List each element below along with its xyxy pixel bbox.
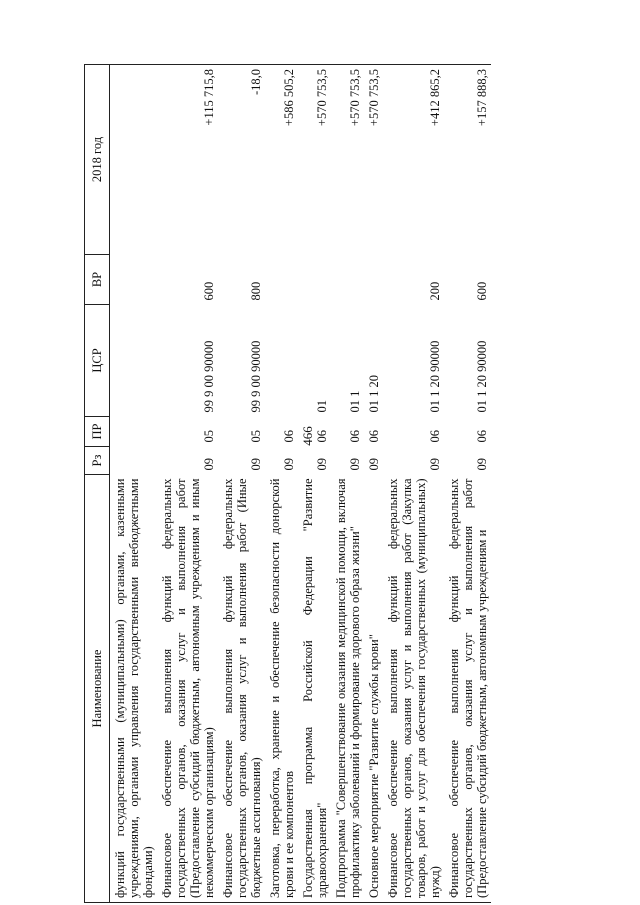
cell-name: функций государственными (муниципальными) органами, казенными учреждениями, органами управления государственными внебюджетными фондами)	[110, 475, 158, 903]
cell-csr: 01 1	[348, 390, 362, 413]
cell-vr: 800	[249, 281, 263, 301]
table-row	[218, 65, 265, 903]
table-row	[157, 65, 218, 903]
cell-rz: 09	[367, 458, 381, 471]
table-row	[364, 65, 383, 903]
cell-rz	[110, 447, 158, 475]
cell-name: Государственная программа Российской Федерации "Развитие здравоохранения"	[298, 475, 331, 903]
cell-csr	[265, 305, 298, 417]
cell-name: Финансовое обеспечение выполнения функций федеральных государственных органов, оказания услуг и выполнения работ (Предоставление субсидий бюджетным, автономным учреждениям и	[444, 475, 491, 903]
table-row	[444, 65, 491, 903]
cell-vr: 600	[475, 281, 489, 301]
cell-name: Финансовое обеспечение выполнения функций федеральных государственных органов, оказания услуг и выполнения работ (Предоставление субсидий бюджетным, автономным учреждениям и иным некоммерческим организациям)	[157, 475, 218, 903]
cell-rz: 09	[475, 458, 489, 471]
cell-vr: 600	[202, 281, 216, 301]
cell-amount	[110, 65, 158, 255]
cell-amount: +586 505,2	[265, 65, 298, 255]
cell-rz: 09	[202, 458, 216, 471]
header-year: 2018 год	[85, 65, 110, 255]
cell-name: Подпрограмма "Совершенствование оказания медицинской помощи, включая профилактику заболеваний и формирование здорового образа жизни"	[331, 475, 364, 903]
cell-vr	[331, 255, 364, 305]
header-csr: ЦСР	[85, 305, 110, 417]
cell-rz: 09	[348, 458, 362, 471]
cell-vr	[364, 255, 383, 305]
table-row	[331, 65, 364, 903]
cell-pr: 05	[249, 430, 263, 443]
budget-table	[84, 64, 491, 903]
cell-csr	[110, 305, 158, 417]
cell-amount: +115 715,8	[157, 65, 218, 255]
cell-name: Финансовое обеспечение выполнения функций федеральных государственных органов, оказания услуг и выполнения работ (Иные бюджетные ассигнования)	[218, 475, 265, 903]
table-row	[298, 65, 331, 903]
rotated-page-content	[84, 65, 594, 903]
cell-pr: 06	[348, 430, 362, 443]
cell-amount: +157 888,3	[444, 65, 491, 255]
cell-name: Основное мероприятие "Развитие службы крови"	[364, 475, 383, 903]
cell-amount: +570 753,5	[331, 65, 364, 255]
cell-name: Финансовое обеспечение выполнения функций федеральных государственных органов, оказания услуг и выполнения работ (Закупка товаров, работ и услуг для обеспечения государственных (муниципальных) нужд)	[383, 475, 444, 903]
cell-vr: 200	[428, 281, 442, 301]
cell-vr	[110, 255, 158, 305]
cell-pr	[110, 417, 158, 447]
cell-pr: 06	[367, 430, 381, 443]
cell-pr: 06	[428, 430, 442, 443]
cell-csr: 01 1 20	[367, 375, 381, 413]
cell-name: Заготовка, переработка, хранение и обеспечение безопасности донорской крови и ее компонентов	[265, 475, 298, 903]
cell-csr: 01 1 20 90000	[475, 340, 489, 413]
cell-amount: -18,0	[218, 65, 265, 255]
cell-rz: 09	[315, 458, 329, 471]
cell-csr: 99 9 00 90000	[249, 340, 263, 413]
cell-vr	[298, 255, 331, 305]
cell-pr: 06	[475, 430, 489, 443]
cell-rz: 09	[428, 458, 442, 471]
table-row	[383, 65, 444, 903]
cell-csr: 01 1 20 90000	[428, 340, 442, 413]
cell-amount: +570 753,5	[364, 65, 383, 255]
header-rz: Рз	[85, 447, 110, 475]
header-pr: ПР	[85, 417, 110, 447]
cell-vr	[265, 255, 298, 305]
cell-rz: 09	[249, 458, 263, 471]
cell-amount: +570 753,5	[298, 65, 331, 255]
page-number: 466	[300, 426, 315, 446]
table-row	[265, 65, 298, 903]
cell-csr: 01	[315, 400, 329, 413]
cell-rz: 09	[282, 458, 296, 471]
table-header-row	[85, 65, 110, 903]
cell-pr: 06	[315, 430, 329, 443]
cell-pr: 05	[202, 430, 216, 443]
cell-csr: 99 9 00 90000	[202, 340, 216, 413]
cell-pr: 06	[282, 430, 296, 443]
header-name: Наименование	[85, 475, 110, 903]
header-vr: ВР	[85, 255, 110, 305]
table-row	[110, 65, 158, 903]
cell-amount: +412 865,2	[383, 65, 444, 255]
